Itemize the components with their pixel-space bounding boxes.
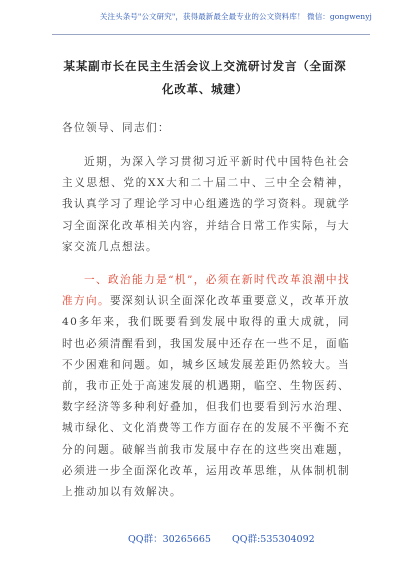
footer-qq-group-2: QQ群:535304092	[232, 534, 315, 545]
header-divider	[52, 34, 370, 35]
section-one-body: 要深刻认识全面深化改革重要意义，改革开放40多年来，我们既要看到发展中取得的重大成就，同时也必须清醒看到，我国发展中还存在一些不足，面临不少困难和问题。如，城乡区域发展差距仍然较大。当前，我市正处于高速发展的机遇期，临空、生物医药、数字经济等多种利好叠加，但我们也要看到污水治理、城市绿化、文化消费等工作方面存在的发展不平衡不充分的问题。破解当前我市发展中存在的这些突出难题，必须进一步全面深化改革，运用改革思维，从体制机制上推动加以有效解决。	[62, 295, 350, 499]
paragraph-section-one	[62, 270, 350, 503]
salutation: 各位领导、同志们：	[62, 122, 170, 134]
paragraph-intro: 近期，为深入学习贯彻习近平新时代中国特色社会主义思想、党的XX大和二十届二中、三中全会精神，我认真学习了理论学习中心组遴选的学习资料。现就学习全面深化改革相关内容，并结合日常工作实际，与大家交流几点想法。	[62, 156, 350, 253]
header-promo-note: 关注头条号"公文研究"，获得最新最全最专业的公文资料库！ 微信：gongwenyj	[99, 12, 372, 21]
document-title: 某某副市长在民主生活会议上交流研讨发言（全面深化改革、城建）	[63, 59, 347, 96]
footer-qq-group-1: QQ群：30265665	[128, 534, 211, 545]
section-one-heading: 一、政治能力是“机”，必须在新时代改革浪潮中找准方向。	[62, 274, 350, 308]
